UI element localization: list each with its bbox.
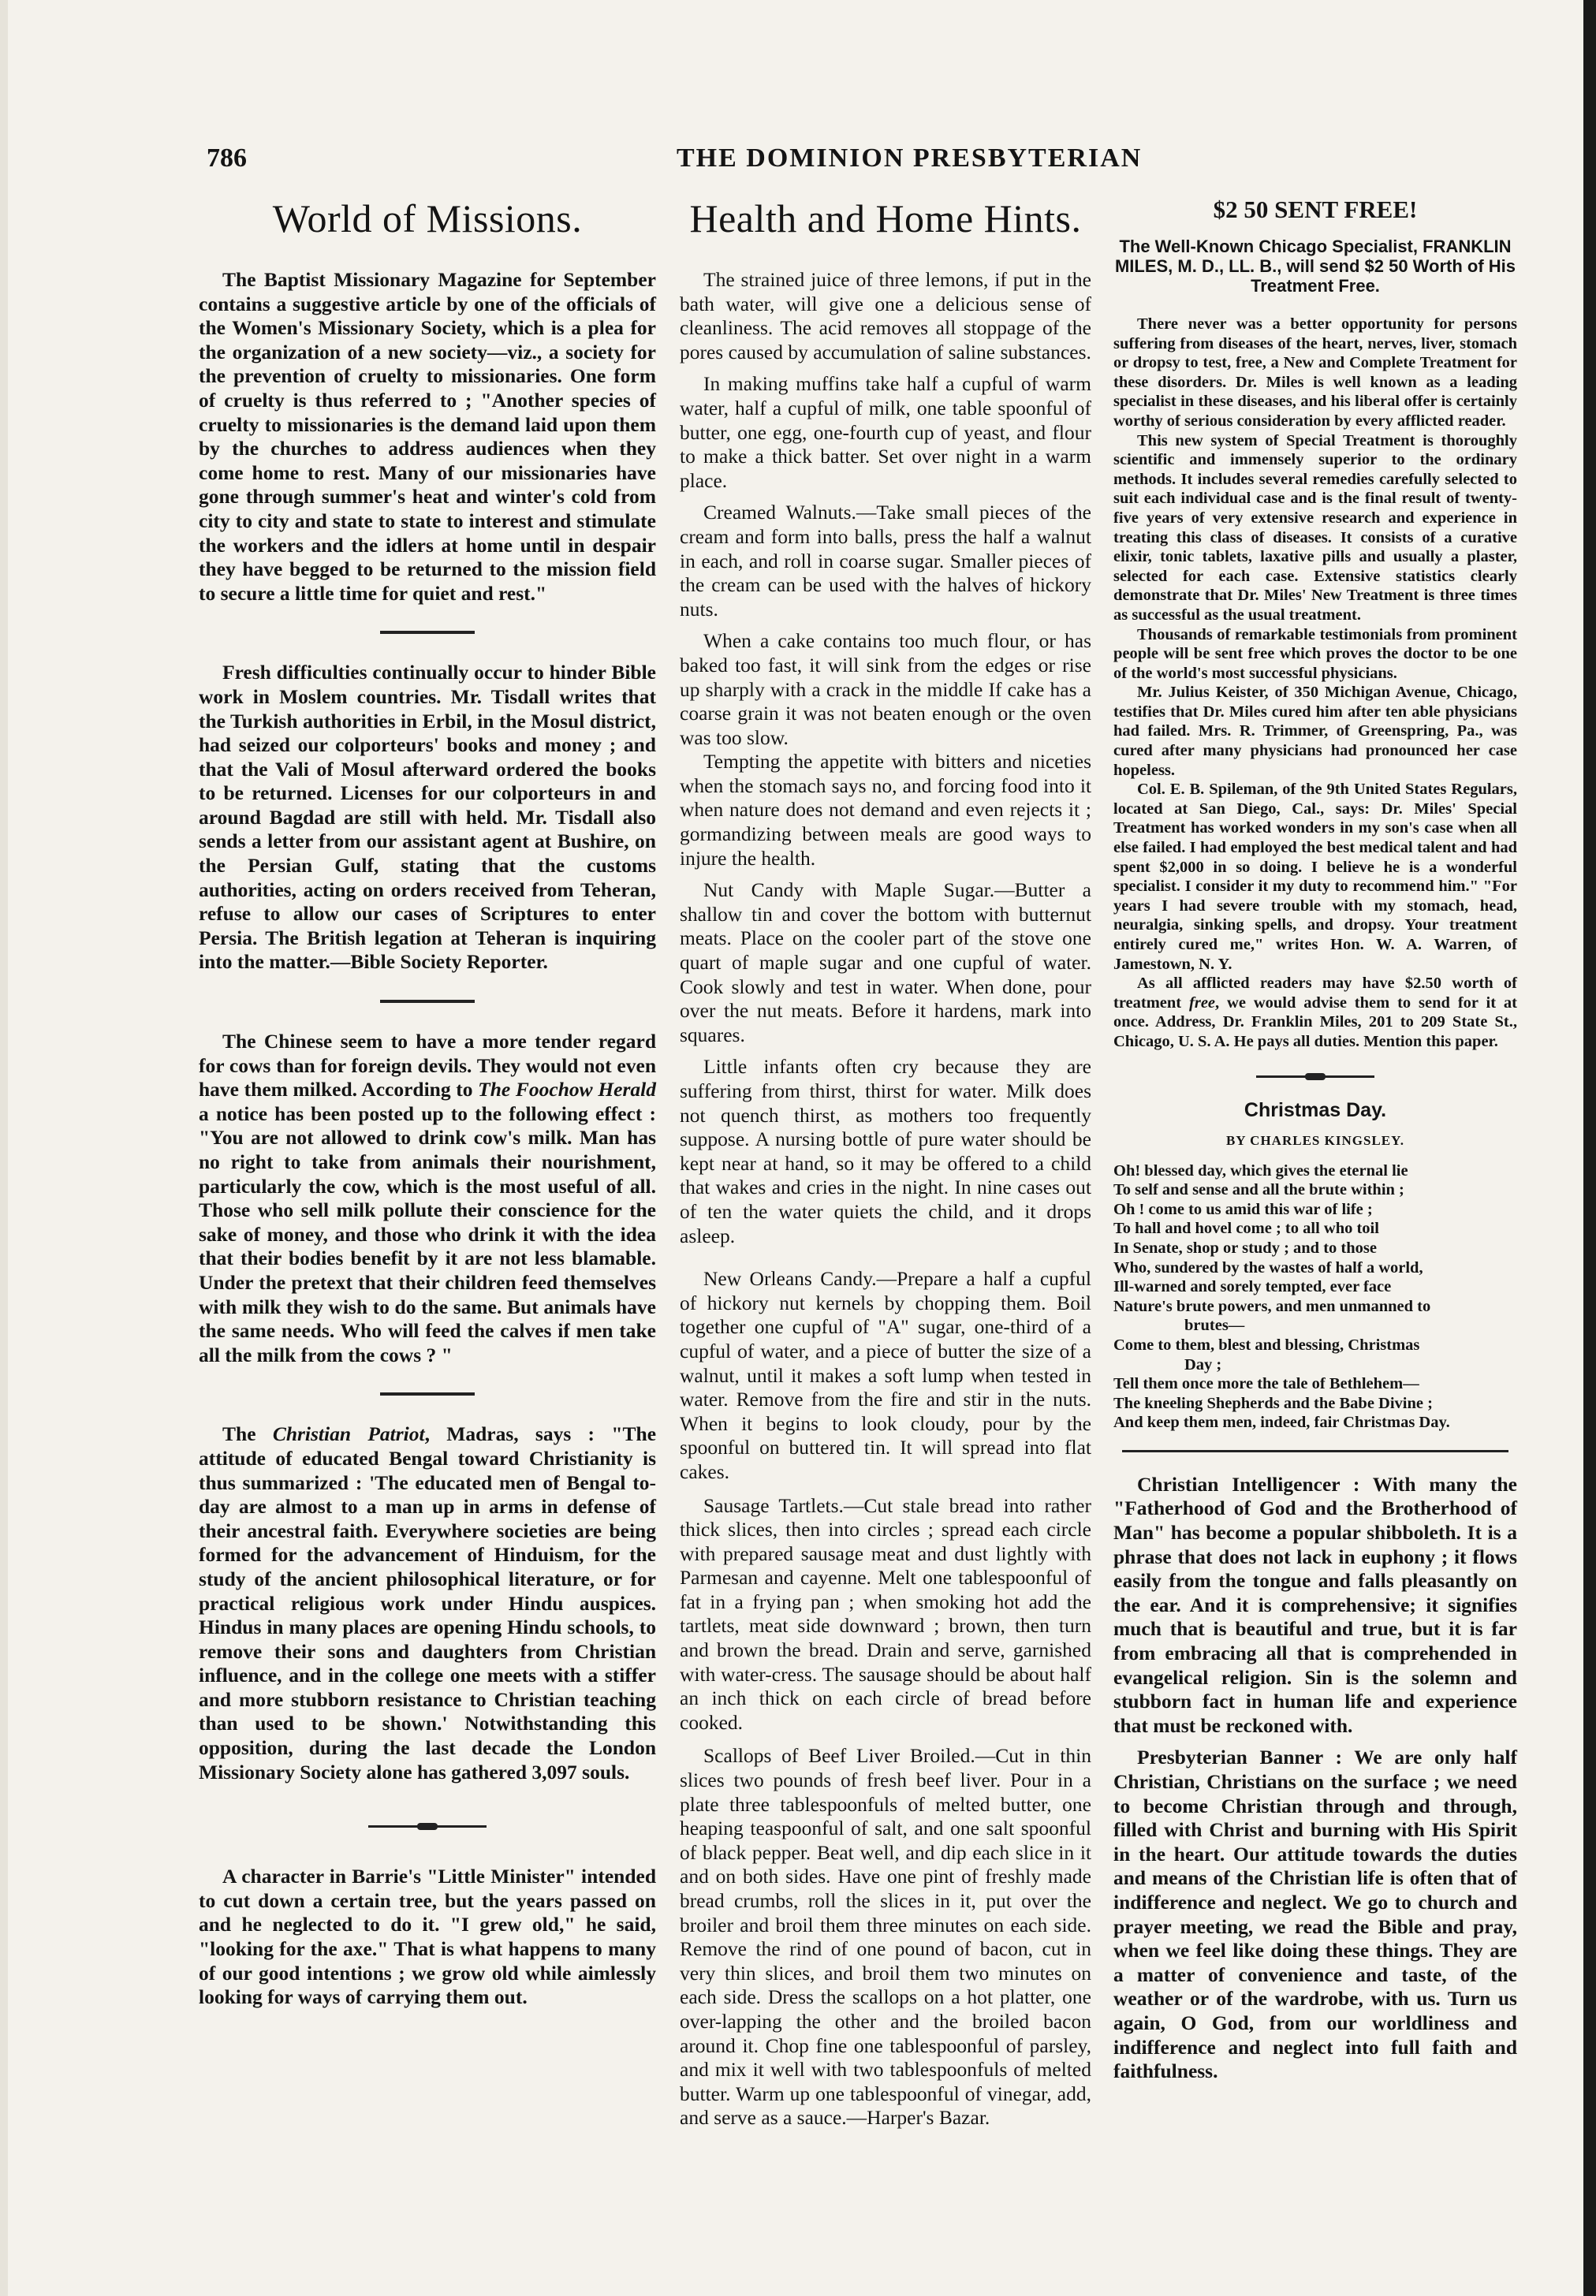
ad-paragraph: Thousands of remarkable testimonials from prominent people will be sent free which proves the doctor to be one of the world's most successful physicians. <box>1113 625 1517 682</box>
article-paragraph: A character in Barrie's "Little Minister" intended to cut down a certain tree, but the years passed on and he neglected to do it. "I grew old," he said, "looking for the axe." That is what happens to many of our good intentions ; we grow old while aimlessly looking for ways of carrying them out. <box>199 1865 656 2009</box>
hint-paragraph: Tempting the appetite with bitters and niceties when the stomach says no, and forcing food into it when nature does not demand and even rejects it ; gormandizing between meals are good ways to injure the health. <box>680 750 1091 870</box>
poem-line: Tell them once more the tale of Bethlehem— <box>1113 1375 1419 1393</box>
text-run: The Chinese seem to have a more tender regard for cows than for foreign devils. They would not even have them milked. According to <box>199 1030 656 1101</box>
article-paragraph: The Baptist Missionary Magazine for September contains a suggestive article by one of the officials of the Women's Missionary Society, which is a plea for the organization of a new society—viz., a society for the prevention of cruelty to missionaries. One form of cruelty is thus referred to ; "Another species of cruelty to missionaries is the demand laid upon them by the churches to address audiences when they come home to rest. Many of our missionaries have gone through summer's heat and winter's cold from city to city and state to state to interest and stimulate the workers and the idlers at home until in despair they have begged to be returned to the mission field to secure a little time for quiet and rest." <box>199 268 656 605</box>
poem-line: Come to them, blest and blessing, Christmas <box>1113 1336 1420 1354</box>
section-divider <box>1122 1450 1508 1452</box>
article-paragraph: Fresh difficulties continually occur to hinder Bible work in Moslem countries. Mr. Tisdall writes that the Turkish authorities in Erbil, in the Mosul district, had seized our colporteurs' books and money ; and that the Vali of Mosul afterward ordered the books to be returned. Licenses for our colporteurs in and around Bagdad are still with held. Mr. Tisdall also sends a letter from our assistant agent at Bushire, on the Persian Gulf, stating that the customs authorities, acting on orders received from Teheran, refuse to allow our cases of Scriptures to enter Persia. The British legation at Teheran is inquiring into the matter.—Bible Society Reporter. <box>199 661 656 974</box>
column-health-home-hints <box>680 196 1091 2130</box>
ad-headline: $2 50 SENT FREE! <box>1213 196 1418 223</box>
section-divider <box>380 631 475 634</box>
article-paragraph <box>199 1030 656 1367</box>
poem-line: The kneeling Shepherds and the Babe Divine ; <box>1113 1394 1433 1412</box>
ad-paragraph: There never was a better opportunity for persons suffering from diseases of the heart, nerves, liver, stomach or dropsy to test, free, a New and Complete Treatment for these disorders. Dr. Miles is well known as a leading specialist in these diseases, and his liberal offer is certainly worthy of serious consideration by every afflicted reader. <box>1113 315 1517 430</box>
ad-paragraph: Col. E. B. Spileman, of the 9th United States Regulars, located at San Diego, Cal., says: Dr. Miles' Special Treatment has worked wonders in my son's case when all else failed. I had employed the best medical talent and had spent $2,000 in so doing. I believe he is a wonderful specialist. I consider it my duty to recommend him." "For years I had severe trouble with my stomach, head, neuralgia, sinking spells, and dropsy. Your treatment entirely cured me," writes Hon. W. A. Warren, of Jamestown, N. Y. <box>1113 781 1517 973</box>
hint-paragraph: Sausage Tartlets.—Cut stale bread into rather thick slices, then into circles ; spread each circle with prepared sausage meat and dust lightly with Parmesan and cayenne. Melt one tablespoonful of fat in a frying pan ; when smoking hot add the tartlets, meat side downward ; brown, then turn and brown the bread. Drain and serve, garnished with water-cress. The sausage should be about half an inch thick on each circle of bread before cooked. <box>680 1493 1091 1734</box>
poem-line: Nature's brute powers, and men unmanned to <box>1113 1297 1431 1315</box>
newspaper-name: Christian Patriot <box>272 1422 425 1446</box>
hint-paragraph: Scallops of Beef Liver Broiled.—Cut in thin slices two pounds of fresh beef liver. Pour in a plate three tablespoonfuls of melted butter, one heaping teaspoonful of salt, and one salt spoonful of black pepper. Beat well, and dip each slice in it and on both sides. Have one pint of freshly made bread crumbs, roll the slices in it, put over the broiler and broil them three minutes on each side. Remove the rind of one pound of bacon, cut in very thin slices, and broil them two minutes on each side. Dress the scallops on a hot platter, one over-lapping the other and the broiled bacon around it. Chop fine one tablespoonful of parsley, and mix it well with two tablespoonfuls of melted butter. Warm up one tablespoonful of vinegar, add, and serve as a sauce.—Harper's Bazar. <box>680 1744 1091 2130</box>
hint-paragraph: Little infants often cry because they are suffering from thirst, thirst for water. Milk does not quench thirst, as mothers too frequently suppose. A nursing bottle of pure water should be kept near at hand, so it may be offered to a child that wakes and cries in the night. In nine cases out of ten the water quiets the child, and it drops asleep. <box>680 1055 1091 1247</box>
poem-body <box>1113 1161 1517 1433</box>
hint-paragraph: When a cake contains too much flour, or has baked too fast, it will sink from the edges or rise up sharply with a crack in the middle If cake has a coarse grain it was not beaten enough or the oven was too slow. <box>680 629 1091 749</box>
quotation-paragraph: Christian Intelligencer : With many the "Fatherhood of God and the Brotherhood of Man" has become a popular shibboleth. It is a phrase that does not lack in euphony ; it flows easily from the tongue and falls pleasantly on the ear. And it is comprehensive; it signifies much that is beautiful and true, but it is far from embracing all that is comprehended in evangelical religion. Sin is the solemn and stubborn fact in human life and experience that must be reckoned with. <box>1113 1472 1517 1737</box>
quotation-paragraph: Presbyterian Banner : We are only half Christian, Christians on the surface ; we need to become Christian through and through, filled with Christ and burning with His Spirit in the heart. Our attitude towards the duties and means of the Christian life is often that of indifference and neglect. We go to church and prayer meeting, we read the Bible and pray, when we feel like doing these things. They are a matter of convenience and taste, of the weather or of the wardrobe, with us. Turn us again, O God, from our worldliness and indifference and neglect into full faith and faithfulness. <box>1113 1746 1517 2083</box>
poem-line: To self and sense and all the brute within ; <box>1113 1181 1404 1199</box>
ad-paragraph: Mr. Julius Keister, of 350 Michigan Avenue, Chicago, testifies that Dr. Miles cured him after ten able physicians had failed. Mrs. R. Trimmer, of Greenspring, Pa., was cured after many physicians had pronounced her case hopeless. <box>1113 684 1517 779</box>
newspaper-name: The Foochow Herald <box>478 1078 656 1101</box>
hint-paragraph: In making muffins take half a cupful of warm water, half a cupful of milk, one table spoonful of butter, one egg, one-fourth cup of yeast, and flour to make a thick batter. Set over night in a warm place. <box>680 372 1091 492</box>
column-world-of-missions <box>199 196 656 2010</box>
poem-line: Day ; <box>1184 1355 1222 1374</box>
hint-paragraph: Nut Candy with Maple Sugar.—Butter a shallow tin and cover the bottom with butternut meats. Place on the cooler part of the stove one quart of maple sugar and one cupful of water. Cook slowly and test in water. When done, pour over the nut meats. Before it hardens, mark into squares. <box>680 878 1091 1046</box>
poem-line: In Senate, shop or study ; and to those <box>1113 1239 1377 1257</box>
hint-paragraph: Creamed Walnuts.—Take small pieces of the cream and form into balls, press the half a walnut in each, and roll in coarse sugar. Smaller pieces of the cream can be used with the halves of hickory nuts. <box>680 501 1091 621</box>
text-run: , Madras, says : "The attitude of educated Bengal toward Christianity is thus summarized : 'The educated men of Bengal to-day are almost to a man up in arms in defense of their ancestral faith. Everywhere societies are being formed for the advancement of Hinduism, for the study of the ancient philosophical literature, or for practical religious work under Hindu auspices. Hindus in many places are opening Hindu schools, to remove their sons and daughters from Christian influence, and in the college one meets with a stiffer and more stubborn resistance to Christian teaching than used to be shown.' Notwithstanding this opposition, during the last decade the London Missionary Society alone has gathered 3,097 souls. <box>199 1422 657 1784</box>
section-divider <box>380 1000 475 1003</box>
text-run: As all afflicted readers may have $2.50 worth of treatment <box>1113 975 1517 1012</box>
text-run: , we would advise them to send for it at once. Address, Dr. Franklin Miles, 201 to 209 State St., Chicago, U. S. A. He pays all duties. Mention this paper. <box>1113 993 1517 1050</box>
poem-line: Oh! blessed day, which gives the eternal lie <box>1113 1161 1408 1180</box>
section-title: World of Missions. <box>272 196 583 240</box>
poem-line: brutes— <box>1184 1317 1245 1335</box>
column-advertisement-and-poem <box>1113 196 1517 2084</box>
ornamental-divider <box>368 1824 487 1828</box>
poem-author: BY CHARLES KINGSLEY. <box>1225 1132 1405 1148</box>
article-paragraph <box>199 1422 656 1784</box>
ornamental-divider <box>1256 1074 1374 1079</box>
poem-title: Christmas Day. <box>1244 1098 1387 1121</box>
poem-line: And keep them men, indeed, fair Christmas Day. <box>1113 1414 1450 1432</box>
section-divider <box>380 1392 475 1396</box>
ad-paragraph <box>1113 974 1517 1051</box>
text-run: The <box>222 1422 273 1446</box>
poem-line: Oh ! come to us amid this war of life ; <box>1113 1200 1373 1218</box>
text-run: a notice has been posted up to the following effect : "You are not allowed to drink cow's milk. Man has no right to take from animals their nourishment, particularly the cow, which is the most useful of all. Those who sell milk pollute their conscience for the sake of money, and those who drink it with the idea that their bodies benefit by it are not less blamable. Under the pretext that their children feed themselves with milk they wish to do the same. But animals have the same needs. Who will feed the calves if men take all the milk from the cows ? " <box>199 1101 656 1366</box>
hint-paragraph: The strained juice of three lemons, if put in the bath water, will give one a delicious sense of cleanliness. The acid removes all stoppage of the pores caused by accumulation of saline substances. <box>680 268 1091 363</box>
poem-line: Ill-warned and sorely tempted, ever face <box>1113 1278 1392 1296</box>
page-edge-right <box>1583 0 1596 2296</box>
poem-line: Who, sundered by the wastes of half a world, <box>1113 1258 1423 1277</box>
ad-subheadline: The Well-Known Chicago Specialist, FRANKLIN MILES, M. D., LL. B., will send $2 50 Worth of His Treatment Free. <box>1114 237 1516 296</box>
publication-title: THE DOMINION PRESBYTERIAN <box>677 144 1143 173</box>
poem-line: To hall and hovel come ; to all who toil <box>1113 1220 1379 1238</box>
section-title: Health and Home Hints. <box>689 196 1082 240</box>
page-number: 786 <box>207 144 247 173</box>
hint-paragraph: New Orleans Candy.—Prepare a half a cupful of hickory nut kernels by chopping them. Boil together one cupful of "A" sugar, one-third of a cupful of water, and a piece of butter the size of a walnut, until it makes a soft lump when tested in water. Remove from the fire and stir in the nuts. When it begins to look cloudy, pour by the spoonful on buttered tin. It will spread into flat cakes. <box>680 1267 1091 1483</box>
emphasis: free <box>1189 993 1216 1012</box>
ad-paragraph: This new system of Special Treatment is thoroughly scientific and immensely superior to the ordinary methods. It includes several remedies carefully selected to suit each individual case and is the final result of twenty-five years of very extensive research and experience in treating this class of diseases. It consists of a curative elixir, tonic tablets, laxative pills and usually a plaster, selected for each case. Extensive statistics clearly demonstrate that Dr. Miles' New Treatment is three times as successful as the usual treatment. <box>1113 431 1517 624</box>
page-header <box>207 144 1484 183</box>
page-edge-left <box>0 0 8 2296</box>
